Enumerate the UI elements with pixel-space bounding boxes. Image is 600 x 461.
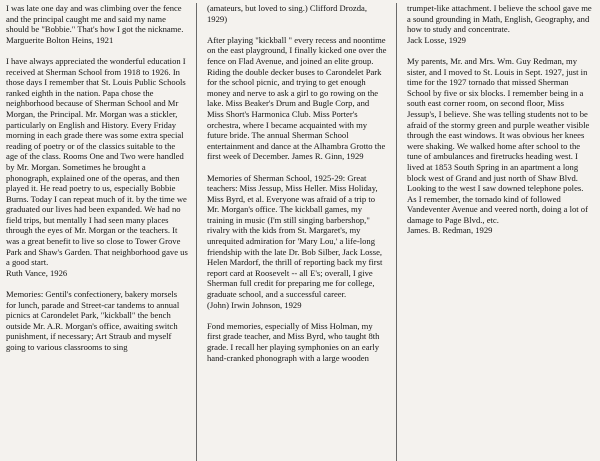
memory-entry [6, 3, 188, 45]
memory-entry [6, 56, 188, 278]
memory-entry [207, 35, 388, 162]
entry-signature: Marguerite Bolton Heins, 1921 [6, 34, 114, 45]
entry-text: I was late one day and was climbing over the fence and the principal caught me and said my name should be "Bobbie." That's how I got the nickname. [6, 3, 184, 35]
memory-entry [407, 3, 592, 45]
entry-text: Memories of Sherman School, 1925-29: Great teachers: Miss Jessup, Miss Heller. Miss Holiday, Miss Byrd, et al. Everyone was afraid of a trip to Mr. Morgan's office. The kickball games, my training in music (I'm still singing barbershop," rivalry with the kids from St. Margaret's, my unrequited admiration for 'Mary Lou,' a life-long friendship with the late Dr. Bob Silber, Jack Losse, Helen Mardorf, the thrill of reporting back my first report card at Roosevelt -- all E's; overall, I give Sherman full credit for preparing me for college, graduate school, and a successful career. [207, 172, 383, 300]
entry-text: My parents, Mr. and Mrs. Wm. Guy Redman, my sister, and I moved to St. Louis in Sept. 1927, just in time for the 1927 tornado that missed Sherman School by five or six blocks. I remember being in a south east corner room, on second floor, Miss Jessup's, I believe. She was telling students not to be afraid of the stormy green and purple weather visible through the east windows. It was obvious her knees were shaking. We walked home after school to the tune of ambulances and firetrucks heading west. I lived at 1853 South Spring in an apartment a long block west of Grand and just north of Shaw Blvd. Looking to the west I saw downed telephone poles. As I remember, the tornado kind of followed Vandeventer Avenue and veered north, doing a lot of damage to Page Blvd., etc. [407, 55, 590, 225]
entry-signature: James. B. Redman, 1929 [407, 225, 493, 236]
column-3 [396, 3, 594, 461]
memory-entry [407, 56, 592, 236]
entry-text: trumpet-like attachment. I believe the school gave me a sound grounding in Math, English, Geography, and how to study and concentrate. [407, 3, 592, 35]
memory-entry [207, 173, 388, 311]
entry-text: Memories: Gentil's confectionery, bakery morsels for lunch, parade and Street-car tandems to annual picnics at Carondelet Park, "kickball" the bench outside Mr. A.R. Morgan's office, awaiting switch punishment, if necessary; Art Straub and myself going to various classrooms to sing [6, 289, 180, 352]
column-2 [196, 3, 396, 461]
entry-signature: Jack Losse, 1929 [407, 34, 466, 45]
entry-signature: Ruth Vance, 1926 [6, 267, 68, 278]
entry-text: I have always appreciated the wonderful education I received at Sherman School from 1918 to 1926. In those days I remember that St. Louis Public Schools ranked eighth in the nation. Papa chose the neighborhood because of Sherman School and Mr Morgan, the Principal. Mr. Morgan was a stickler, particularly on English and History. Every Friday morning in each grade there was some extra special reading of poetry or of the classics suitable to the age of the class. Rooms One and Two were handled by Mr. Morgan. Sometimes he brought a phonograph, explained one of the operas, and then played it. He read poetry to us, especially Bobbie Burns. Today I can repeat much of it. by the time we graduated our lives had been expanded. We had no field trips, but mentally I had seen many places through the eyes of Mr. Morgan or the teachers. It was a great benefit to live so close to Tower Grove Park and Shaw's Garden. That neighborhood gave us a good start. [6, 55, 188, 268]
column-1 [6, 3, 196, 461]
entry-text: After playing "kickball " every recess and noontime on the east playground, I finally kicked one over the fence on Flad Avenue, and joined an elite group. Riding the double decker buses to Carondelet Park for the school picnic, and trying to get enough money and nerve to ask a girl to go rowing on the lake. Miss Beaker's Drum and Bugle Corp, and Miss Short's Harmonica Club. Miss Porter's orchestra, where I became acquainted with my future bride. The annual Sherman School entertainment and dance at the Alhambra Grotto the first week of December. James R. Ginn, 1929 [207, 34, 387, 162]
memory-entry [6, 289, 188, 353]
entry-text: Fond memories, especially of Miss Holman, my first grade teacher, and Miss Byrd, who taught 8th grade. I recall her playing symphonies on an early hand-cranked phonograph with a large wooden [207, 320, 380, 363]
entry-signature: (John) Irwin Johnson, 1929 [207, 299, 302, 310]
memory-entry [207, 321, 388, 363]
entry-text: (amateurs, but loved to sing.) Clifford Drozda, 1929) [207, 3, 367, 24]
memory-entry [207, 3, 388, 24]
